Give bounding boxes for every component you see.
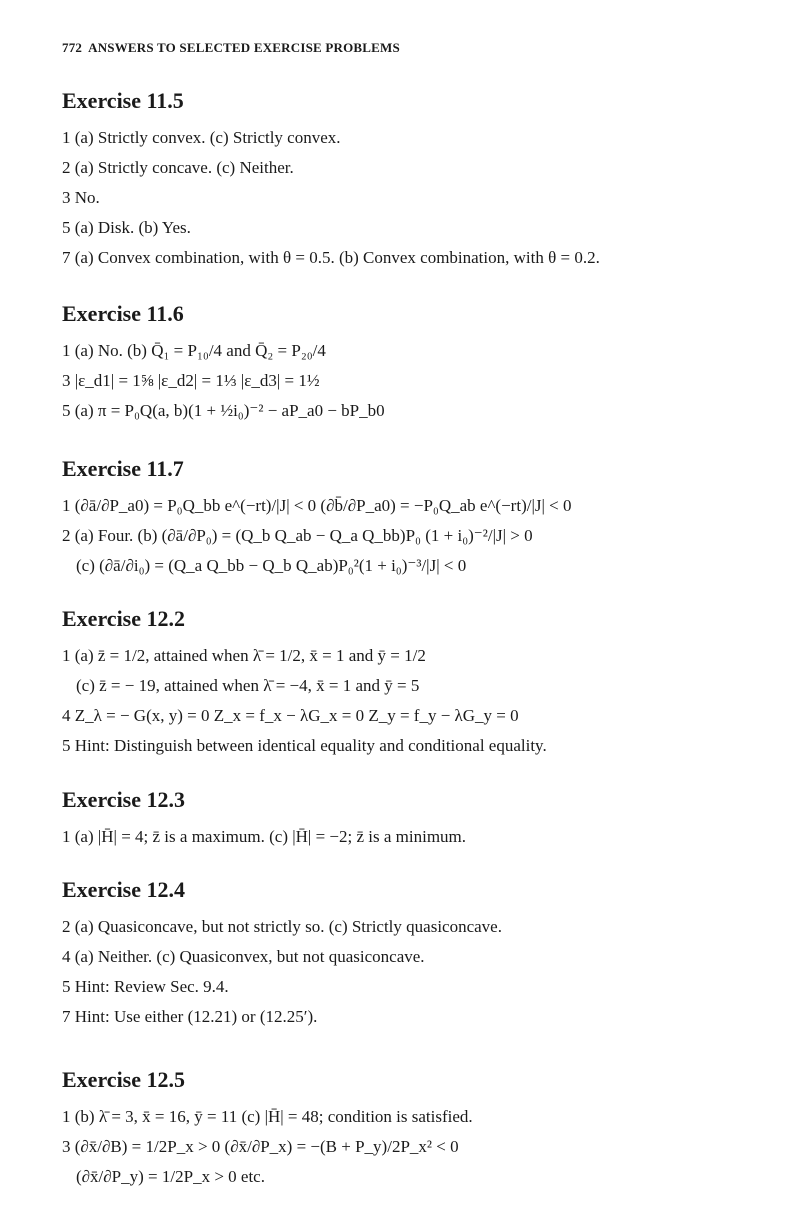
exercise-11-6 — [62, 301, 762, 431]
page-number: 772 — [62, 40, 83, 55]
answer-line: 5 (a) π = P₀Q(a, b)(1 + ½i₀)⁻² − aP_a0 − bP_b0 — [62, 401, 385, 420]
section-title: Exercise 12.5 — [62, 1067, 186, 1092]
answer-line: 3 |ε_d1| = 1⅝ |ε_d2| = 1⅓ |ε_d3| = 1½ — [62, 371, 320, 390]
running-head-title: ANSWERS TO SELECTED EXERCISE PROBLEMS — [88, 40, 400, 55]
answer-line: 2 (a) Four. (b) (∂ā/∂P₀) = (Q_b Q_ab − Q_a Q_bb)P₀ (1 + i₀)⁻²/|J| > 0 — [62, 526, 533, 545]
answer-line: (c) z̄ = − 19, attained when λ̄ = −4, x̄ = 1 and ȳ = 5 — [76, 676, 420, 695]
exercise-12-2 — [62, 606, 762, 766]
answer-line: 4 (a) Neither. (c) Quasiconvex, but not quasiconcave. — [62, 947, 425, 966]
exercise-11-5 — [62, 88, 762, 278]
answer-line: 1 (a) |H̄| = 4; z̄ is a maximum. (c) |H̄| = −2; z̄ is a minimum. — [62, 827, 467, 846]
answer-line: 2 (a) Strictly concave. (c) Neither. — [62, 158, 294, 177]
exercise-12-4 — [62, 877, 762, 1037]
answer-line: 1 (a) Strictly convex. (c) Strictly convex. — [62, 128, 341, 147]
exercise-12-5 — [62, 1067, 762, 1197]
running-head — [62, 40, 400, 56]
section-title: Exercise 11.6 — [62, 301, 184, 326]
section-title: Exercise 12.4 — [62, 877, 186, 902]
section-title: Exercise 11.7 — [62, 456, 184, 481]
answer-line: 5 Hint: Review Sec. 9.4. — [62, 977, 229, 996]
section-title: Exercise 12.3 — [62, 787, 186, 812]
section-title: Exercise 11.5 — [62, 88, 184, 113]
answer-line: 3 No. — [62, 188, 100, 207]
answer-line: 7 Hint: Use either (12.21) or (12.25′). — [62, 1007, 318, 1026]
answer-line: 1 (b) λ̄ = 3, x̄ = 16, ȳ = 11 (c) |H̄| = 48; condition is satisfied. — [62, 1107, 473, 1126]
answer-line: 7 (a) Convex combination, with θ = 0.5. (b) Convex combination, with θ = 0.2. — [62, 248, 600, 267]
answer-line: 1 (a) z̄ = 1/2, attained when λ̄ = 1/2, x̄ = 1 and ȳ = 1/2 — [62, 646, 426, 665]
answer-line: 5 (a) Disk. (b) Yes. — [62, 218, 191, 237]
section-title: Exercise 12.2 — [62, 606, 186, 631]
answer-line: 1 (∂ā/∂P_a0) = P₀Q_bb e^(−rt)/|J| < 0 (∂b̄/∂P_a0) = −P₀Q_ab e^(−rt)/|J| < 0 — [62, 496, 572, 515]
answer-line: (∂x̄/∂P_y) = 1/2P_x > 0 etc. — [76, 1167, 265, 1186]
answer-line: 5 Hint: Distinguish between identical equality and conditional equality. — [62, 736, 547, 755]
exercise-11-7 — [62, 456, 762, 586]
answer-line: 3 (∂x̄/∂B) = 1/2P_x > 0 (∂x̄/∂P_x) = −(B + P_y)/2P_x² < 0 — [62, 1137, 459, 1156]
answer-line: 1 (a) No. (b) Q̄₁ = P₁₀/4 and Q̄₂ = P₂₀/4 — [62, 341, 326, 360]
answer-line: (c) (∂ā/∂i₀) = (Q_a Q_bb − Q_b Q_ab)P₀²(1 + i₀)⁻³/|J| < 0 — [76, 556, 467, 575]
answer-line: 2 (a) Quasiconcave, but not strictly so. (c) Strictly quasiconcave. — [62, 917, 502, 936]
exercise-12-3 — [62, 787, 762, 857]
answer-line: 4 Z_λ = − G(x, y) = 0 Z_x = f_x − λG_x = 0 Z_y = f_y − λG_y = 0 — [62, 706, 519, 725]
